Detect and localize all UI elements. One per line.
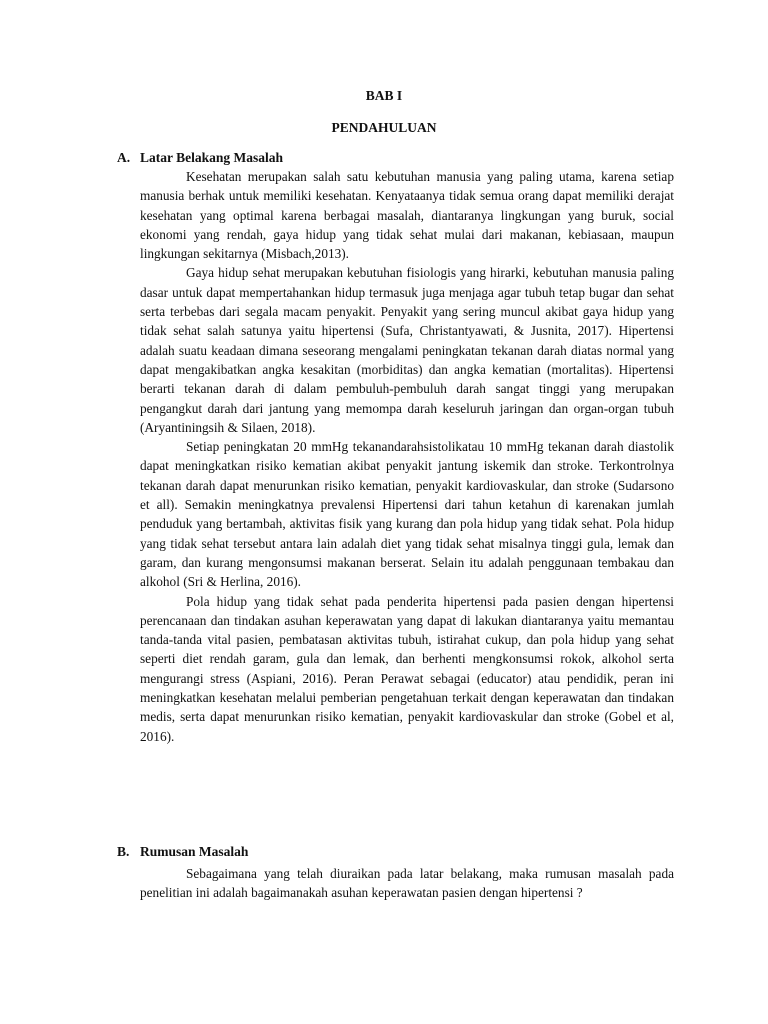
paragraph: Sebagaimana yang telah diuraikan pada latar belakang, maka rumusan masalah pada penelitian ini adalah bagaimanakah asuhan keperawatan pasien dengan hipertensi ? [140, 866, 674, 901]
chapter-number: BAB I [365, 88, 403, 103]
paragraph: Gaya hidup sehat merupakan kebutuhan fisiologis yang hirarki, kebutuhan manusia paling dasar untuk dapat mempertahankan hidup termasuk juga menjaga agar tubuh tetap bugar dan sehat serta terbebas dari segala macam penyakit. Penyakit yang sering muncul akibat gaya hidup yang tidak sehat salah satunya yaitu hipertensi (Sufa, Christantyawati, & Jusnita, 2017). Hipertensi adalah suatu keadaan dimana seseorang mengalami peningkatan tekanan darah diatas normal yang dapat mengakibatkan angka kesakitan (morbiditas) dan angka kematian (mortalitas). Hipertensi berarti tekanan darah di dalam pembuluh-pembuluh darah sangat tinggi yang merupakan pengangkut darah dari jantung yang memompa darah keseluruh jaringan dan organ-organ tubuh (Aryantiningsih & Silaen, 2018). [140, 265, 674, 435]
section-b-body [140, 864, 674, 903]
section-b-title: Rumusan Masalah [140, 844, 249, 859]
section-a-body [140, 167, 674, 746]
paragraph: Kesehatan merupakan salah satu kebutuhan manusia yang paling utama, karena setiap manusia berhak untuk memiliki kesehatan. Kenyataanya tidak semua orang dapat memiliki derajat kesehatan yang optimal karena berbagai masalah, diantaranya lingkungan yang buruk, social ekonomi yang rendah, gaya hidup yang tidak sehat mulai dari makanan, kebiasaan, maupun lingkungan sekitarnya (Misbach,2013). [140, 169, 674, 262]
section-a-letter: A. [117, 150, 131, 165]
section-a-heading [117, 150, 283, 166]
section-a-title: Latar Belakang Masalah [140, 150, 284, 165]
paragraph: Setiap peningkatan 20 mmHg tekanandarahsistolikatau 10 mmHg tekanan darah diastolik dapat meningkatkan risiko kematian akibat penyakit jantung iskemik dan stroke. Terkontrolnya tekanan darah dapat menurunkan risiko kematian, penyakit kardiovaskular, dan stroke (Sudarsono et all). Semakin meningkatnya prevalensi Hipertensi dari tahun ketahun di karenakan jumlah penduduk yang bertambah, aktivitas fisik yang kurang dan pola hidup yang tidak sehat. Pola hidup yang tidak sehat tersebut antara lain adalah diet yang tidak sehat misalnya tinggi gula, lemak dan garam, dan kurang mengonsumsi makanan berserat. Selain itu adalah penggunaan tembakau dan alkohol (Sri & Herlina, 2016). [140, 439, 674, 590]
section-b-heading [117, 844, 248, 860]
section-b-letter: B. [117, 844, 130, 859]
chapter-title: PENDAHULUAN [331, 120, 437, 135]
paragraph: Pola hidup yang tidak sehat pada penderita hipertensi pada pasien dengan hipertensi perencanaan dan tindakan asuhan keperawatan yang dapat di lakukan diantaranya yaitu memantau tanda-tanda vital pasien, pembatasan aktivitas tubuh, istirahat cukup, dan pola hidup yang sehat seperti diet rendah garam, gula dan lemak, dan berhenti mengkonsumsi rokok, alkohol serta mengurangi stress (Aspiani, 2016). Peran Perawat sebagai (educator) atau pendidik, peran ini meningkatkan kesehatan melalui pemberian pengetahuan terkait dengan keperawatan dan tindakan medis, serta dapat menurunkan risiko kematian, penyakit kardiovaskular dan stroke (Gobel et al, 2016). [140, 593, 674, 744]
